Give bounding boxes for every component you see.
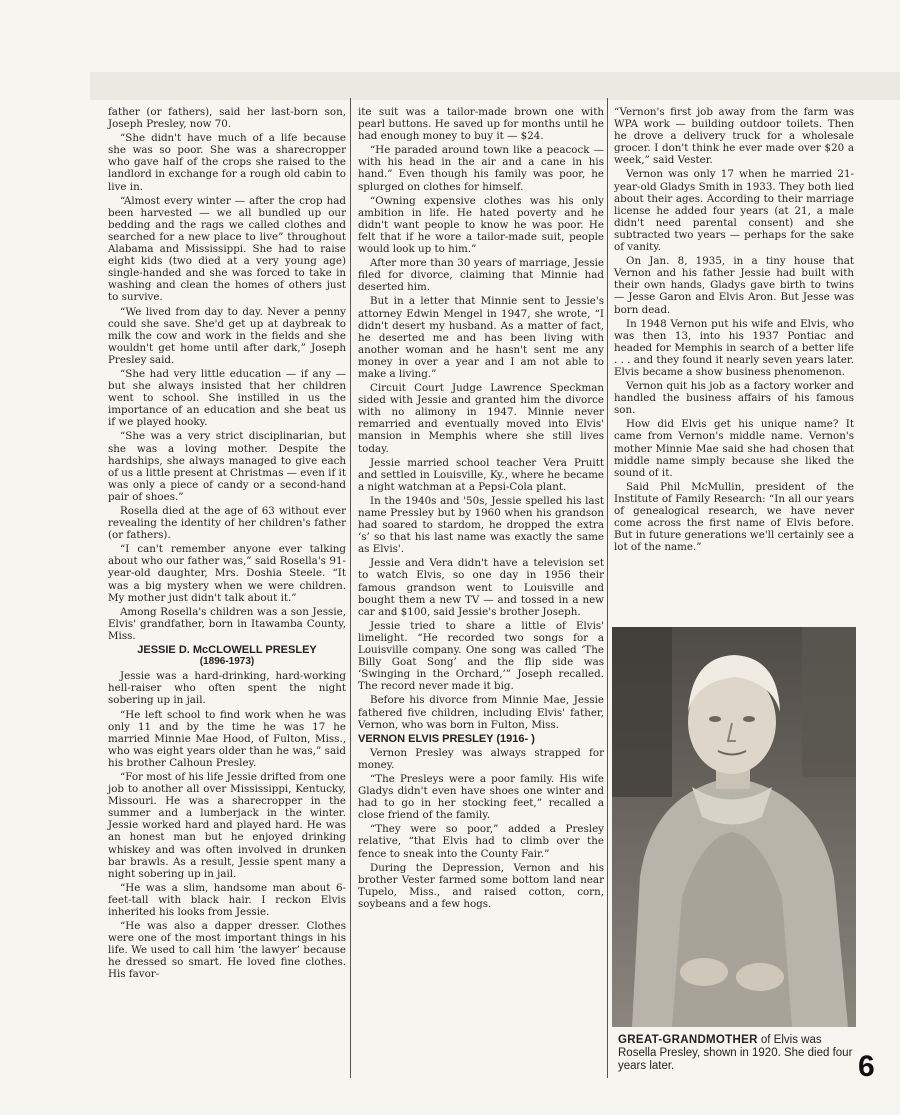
caption-text: of Elvis was Rosella Presley, shown in 1920. She died four years later. xyxy=(618,1034,853,1072)
section-heading-jessie: JESSIE D. McCLOWELL PRESLEY xyxy=(137,644,317,657)
portrait-illustration xyxy=(612,627,856,1027)
paragraph: “She was a very strict disciplinarian, but she was a loving mother. Despite the hardships, she always managed to give each of us a little present at Christmas — even if it was only a piece of candy or a second-hand pair of shoes.” xyxy=(108,430,346,503)
column-rule-2 xyxy=(607,98,608,1078)
paragraph: Among Rosella's children was a son Jessie, Elvis' grandfather, born in Itawamba County, Miss. xyxy=(108,605,346,642)
paragraph: During the Depression, Vernon and his brother Vester farmed some bottom land near Tupelo, Miss., and raised cotton, corn, soybeans and a few hogs. xyxy=(358,861,604,910)
paragraph: “Owning expensive clothes was his only ambition in life. He hated poverty and he didn't want people to know he was poor. He felt that if he wore a tailor-made suit, people would look up to him.” xyxy=(358,194,604,256)
paragraph: Vernon Presley was always strapped for money. xyxy=(358,746,604,771)
paragraph: “They were so poor,” added a Presley relative, “that Elvis had to climb over the fence to sneak into the County Fair.” xyxy=(358,823,604,860)
paragraph: “We lived from day to day. Never a penny could she save. She'd get up at daybreak to milk the cow and work in the fields and she wouldn't get home until after dark,” Joseph Presley said. xyxy=(108,305,346,366)
paragraph: Rosella died at the age of 63 without ever revealing the identity of her children's father (or fathers). xyxy=(108,505,346,542)
paragraph: “He left school to find work when he was only 11 and by the time he was 17 he married Minnie Mae Hood, of Fulton, Miss., who was eight years older than he was,” said his brother Calhoun Presley. xyxy=(108,708,346,769)
section-years-jessie: (1896-1973) xyxy=(199,656,255,668)
article-column-1 xyxy=(108,106,346,983)
caption-lead: GREAT-GRANDMOTHER xyxy=(618,1034,758,1046)
paragraph: “She had very little education — if any — but she always insisted that her children went to school. She instilled in us the importance of an education and she beat us if we played hooky. xyxy=(108,367,346,429)
paragraph: Circuit Court Judge Lawrence Speckman sided with Jessie and granted him the divorce with no alimony in 1947. Minnie never remarried and eventually moved into Elvis' mansion in Memphis where she still lives today. xyxy=(358,382,604,455)
article-column-3 xyxy=(614,106,854,555)
paragraph: “For most of his life Jessie drifted from one job to another all over Mississippi, Kentucky, Missouri. He was a sharecropper in the summer and a lumberjack in the winter. Jessie worked hard and played hard. He was an honest man but he enjoyed drinking whiskey and was often involved in drunken bar brawls. As a result, Jessie spent many a night sobering up in jail. xyxy=(108,770,346,880)
paragraph: On Jan. 8, 1935, in a tiny house that Vernon and his father Jessie had built with their own hands, Gladys gave birth to twins — Jesse Garon and Elvis Aron. But Jesse was born dead. xyxy=(614,255,854,316)
paragraph: After more than 30 years of marriage, Jessie filed for divorce, claiming that Minnie had deserted him. xyxy=(358,257,604,294)
paragraph: father (or fathers), said her last-born son, Joseph Presley, now 70. xyxy=(108,106,346,131)
paragraph: In the 1940s and '50s, Jessie spelled his last name Pressley but by 1960 when his grandson had soared to stardom, he dropped the extra ‘s’ so that his last name was exactly the same as Elvis'. xyxy=(358,494,604,556)
paragraph: “He was a slim, handsome man about 6-feet-tall with black hair. I reckon Elvis inherited his looks from Jessie. xyxy=(108,881,346,918)
paragraph: Vernon was only 17 when he married 21-year-old Gladys Smith in 1933. They both lied about their ages. According to their marriage license he added four years (at 21, a male didn't need parental consent) and she subtracted two years — perhaps for the sake of vanity. xyxy=(614,168,854,254)
paragraph: Said Phil McMullin, president of the Institute of Family Research: “In all our years of genealogical research, we have never come across the first name of Elvis before. But in future generations we'll certainly see a lot of the name.” xyxy=(614,480,854,554)
portrait-photo xyxy=(612,627,856,1027)
paragraph: Vernon quit his job as a factory worker and handled the business affairs of his famous son. xyxy=(614,380,854,417)
paragraph: Jessie was a hard-drinking, hard-working hell-raiser who often spent the night sobering up in jail. xyxy=(108,670,346,707)
paragraph: Before his divorce from Minnie Mae, Jessie fathered five children, including Elvis' father, Vernon, who was born in Fulton, Miss. xyxy=(358,694,604,731)
paragraph: “I can't remember anyone ever talking about who our father was,” said Rosella's 91-year-old daughter, Mrs. Doshia Steele. “It was a big mystery when we were children. My mother just didn't talk about it.” xyxy=(108,543,346,604)
photo-caption xyxy=(618,1034,854,1073)
article-column-2 xyxy=(358,106,604,912)
paragraph: “Vernon's first job away from the farm was WPA work — building outdoor toilets. Then he drove a delivery truck for a wholesale grocer. I don't think he ever made over $20 a week,” said Vester. xyxy=(614,106,854,167)
column-rule-1 xyxy=(350,98,351,1078)
paragraph: In 1948 Vernon put his wife and Elvis, who was then 13, into his 1937 Pontiac and headed for Memphis in search of a better life . . . and they found it nearly seven years later. Elvis became a show business phenomenon. xyxy=(614,317,854,378)
paragraph: “She didn't have much of a life because she was so poor. She was a sharecropper who gave half of the crops she raised to the landlord in exchange for a rough old cabin to live in. xyxy=(108,132,346,193)
paragraph: Jessie and Vera didn't have a television set to watch Elvis, so one day in 1956 their famous grandson went to Louisville and bought them a new TV — and tossed in a new car and $100, said Jessie's brother Joseph. xyxy=(358,557,604,618)
paragraph: “He was also a dapper dresser. Clothes were one of the most important things in his life. We used to call him ‘the lawyer’ because he dressed so smart. He loved fine clothes. His favor- xyxy=(108,920,346,981)
paragraph: But in a letter that Minnie sent to Jessie's attorney Edwin Mengel in 1947, she wrote, “I didn't desert my husband. As a matter of fact, he deserted me and has been living with another woman and he hasn't sent me any money in over a year and I am not able to make a living.” xyxy=(358,295,604,380)
paragraph: How did Elvis get his unique name? It came from Vernon's middle name. Vernon's mother Minnie Mae said she had chosen that middle name simply because she liked the sound of it. xyxy=(614,418,854,479)
paragraph: “Almost every winter — after the crop had been harvested — we all bundled up our bedding and the rags we called clothes and searched for a new place to live” throughout Alabama and Mississippi. She had to raise eight kids (two died at a very young age) single-handed and she was forced to take in washing and clean the homes of others just to survive. xyxy=(108,194,346,304)
paragraph: “He paraded around town like a peacock — with his head in the air and a cane in his hand.” Even though his family was poor, he splurged on clothes for himself. xyxy=(358,144,604,193)
paragraph: Jessie married school teacher Vera Pruitt and settled in Louisville, Ky., where he became a night watchman at a Pepsi-Cola plant. xyxy=(358,456,604,493)
paragraph: ite suit was a tailor-made brown one with pearl buttons. He saved up for months until he had enough money to buy it — $24. xyxy=(358,106,604,143)
paragraph: Jessie tried to share a little of Elvis' limelight. “He recorded two songs for a Louisville company. One song was called ‘The Billy Goat Song’ and the flip side was ‘Swinging in the Orchard,’” Joseph recalled. The record never made it big. xyxy=(358,619,604,693)
section-heading-vernon: VERNON ELVIS PRESLEY (1916- ) xyxy=(358,732,535,745)
page-number: 6 xyxy=(858,1050,875,1083)
paragraph: “The Presleys were a poor family. His wife Gladys didn't even have shoes one winter and had to go in her stocking feet,” recalled a close friend of the family. xyxy=(358,772,604,822)
scan-top-band xyxy=(90,72,900,100)
